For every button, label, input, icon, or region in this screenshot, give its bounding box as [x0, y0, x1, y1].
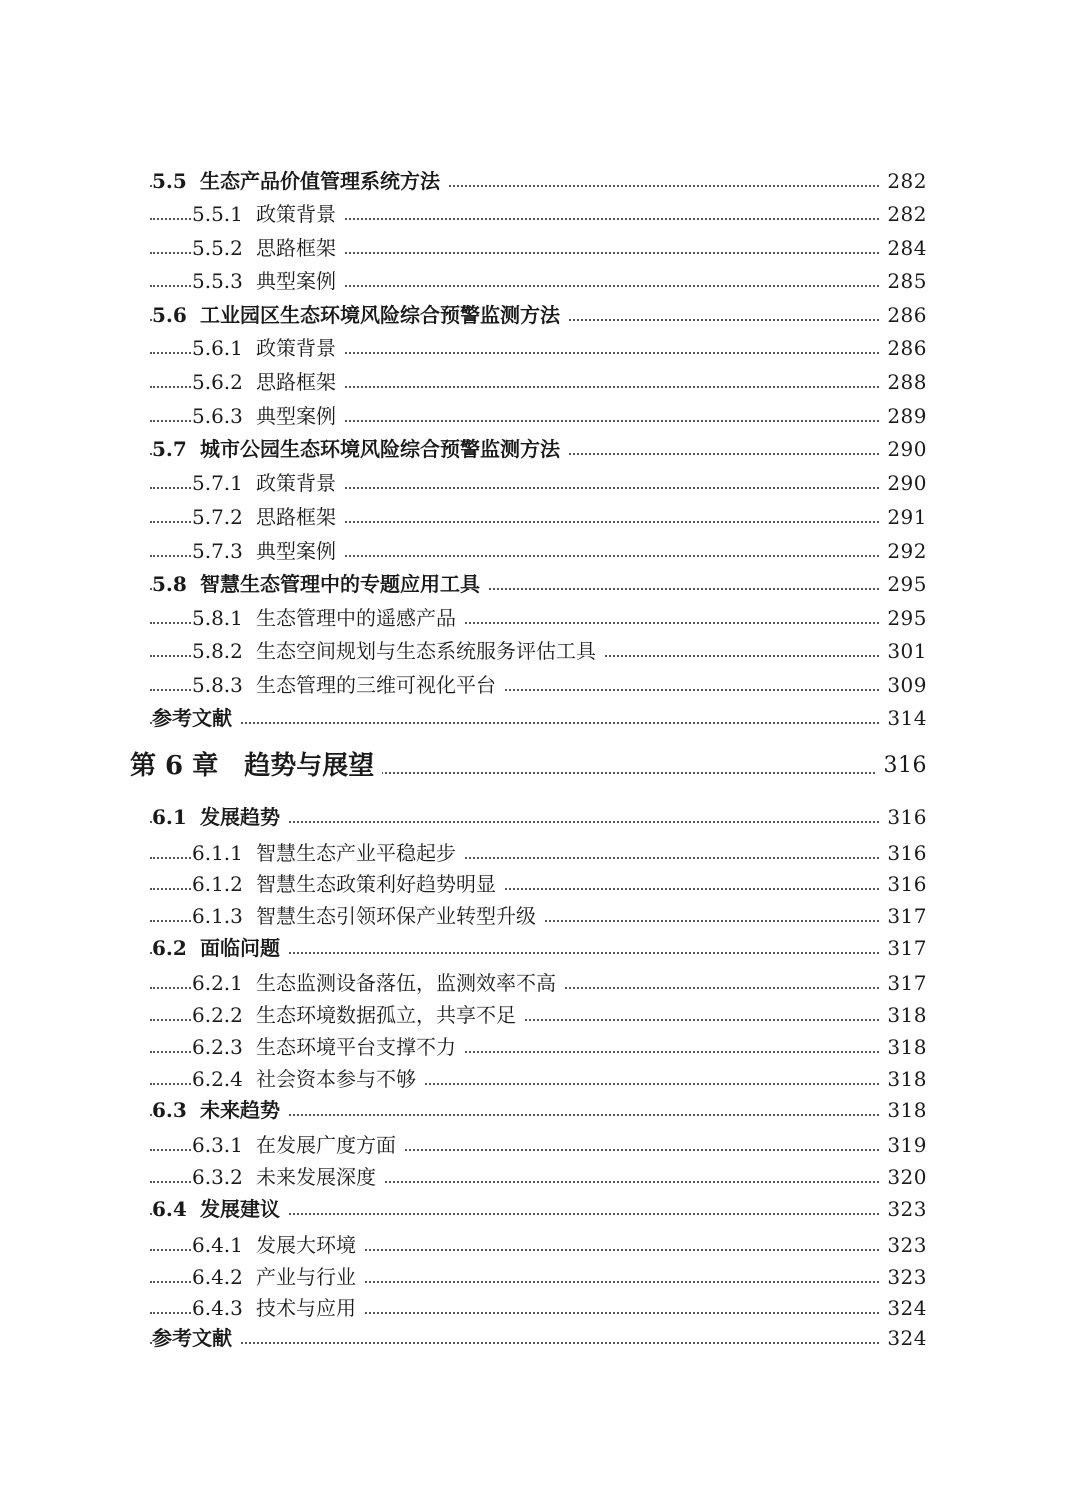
- section-entry[interactable]: [0, 800, 1080, 834]
- page-number: 317: [879, 931, 927, 965]
- entry-title: 在发展广度方面: [256, 1133, 396, 1157]
- entry-title: 参考文献: [152, 1326, 232, 1350]
- entry-heading: [192, 966, 564, 1000]
- subsection-entry[interactable]: [0, 1030, 1080, 1064]
- page-number: 318: [879, 998, 927, 1032]
- entry-heading: [152, 1093, 288, 1127]
- page-number: 282: [879, 197, 927, 231]
- entry-heading: [192, 534, 344, 568]
- subsection-entry[interactable]: [0, 966, 1080, 1000]
- page-number: 309: [879, 668, 927, 702]
- dot-leader: [150, 722, 890, 724]
- page-number: 284: [879, 231, 927, 265]
- page-number: 324: [879, 1321, 927, 1355]
- entry-number: 5.6.3: [192, 404, 243, 428]
- page-number: 316: [876, 742, 928, 790]
- references-entry[interactable]: [0, 1321, 1080, 1355]
- subsection-entry[interactable]: [0, 899, 1080, 933]
- entry-number: 6.2.4: [192, 1067, 243, 1091]
- entry-title: 生态环境平台支撑不力: [256, 1035, 456, 1059]
- entry-number: 5.7: [152, 437, 187, 461]
- entry-number: 6.4.2: [192, 1265, 243, 1289]
- entry-number: 5.8.1: [192, 606, 243, 630]
- entry-title: 未来趋势: [200, 1098, 280, 1122]
- entry-title: 面临问题: [200, 936, 280, 960]
- entry-title: 城市公园生态环境风险综合预警监测方法: [200, 437, 560, 461]
- entry-title: 生态监测设备落伍，监测效率不高: [256, 971, 556, 995]
- subsection-entry[interactable]: [0, 634, 1080, 668]
- entry-number: 6.3: [152, 1098, 187, 1122]
- page-number: 317: [879, 899, 927, 933]
- entry-number: 6.1.3: [192, 904, 243, 928]
- page-number: 314: [879, 701, 927, 735]
- entry-title: 生态环境数据孤立，共享不足: [256, 1003, 516, 1027]
- subsection-entry[interactable]: [0, 231, 1080, 265]
- entry-number: 5.6: [152, 303, 187, 327]
- section-entry[interactable]: [0, 567, 1080, 601]
- entry-heading: [152, 567, 488, 601]
- entry-title: 生态管理的三维可视化平台: [256, 673, 496, 697]
- subsection-entry[interactable]: [0, 998, 1080, 1032]
- entry-title: 社会资本参与不够: [256, 1067, 416, 1091]
- entry-heading: [152, 800, 288, 834]
- entry-number: 5.7.3: [192, 539, 243, 563]
- entry-title: 未来发展深度: [256, 1165, 376, 1189]
- entry-heading: [192, 836, 464, 870]
- subsection-entry[interactable]: [0, 1062, 1080, 1096]
- chapter-entry[interactable]: [0, 742, 1080, 790]
- entry-heading: [192, 1291, 364, 1325]
- entry-heading: [192, 264, 344, 298]
- entry-title: 生态管理中的遥感产品: [256, 606, 456, 630]
- page-number: 290: [879, 466, 927, 500]
- entry-heading: [152, 1192, 288, 1226]
- entry-number: 6.4: [152, 1197, 187, 1221]
- entry-heading: [152, 164, 448, 198]
- page-number: 291: [879, 500, 927, 534]
- entry-number: 5.6.2: [192, 370, 243, 394]
- page-number: 318: [879, 1030, 927, 1064]
- entry-number: 5.8: [152, 572, 187, 596]
- entry-title: 典型案例: [256, 269, 336, 293]
- entry-number: 5.7.1: [192, 471, 243, 495]
- entry-number: 6.1.2: [192, 872, 243, 896]
- page-number: 290: [879, 432, 927, 466]
- subsection-entry[interactable]: [0, 365, 1080, 399]
- entry-heading: [192, 668, 504, 702]
- entry-number: 6.2.3: [192, 1035, 243, 1059]
- entry-title: 智慧生态引领环保产业转型升级: [256, 904, 536, 928]
- section-entry[interactable]: [0, 931, 1080, 965]
- page-number: 282: [879, 164, 927, 198]
- entry-title: 生态空间规划与生态系统服务评估工具: [256, 639, 596, 663]
- entry-heading: [192, 1128, 404, 1162]
- entry-number: 6.4.1: [192, 1233, 243, 1257]
- entry-title: 政策背景: [256, 336, 336, 360]
- entry-heading: [192, 466, 344, 500]
- entry-title: 发展建议: [200, 1197, 280, 1221]
- subsection-entry[interactable]: [0, 601, 1080, 635]
- entry-heading: [192, 634, 604, 668]
- page-number: 288: [879, 365, 927, 399]
- section-entry[interactable]: [0, 1093, 1080, 1127]
- page-number: 295: [879, 601, 927, 635]
- page-number: 318: [879, 1062, 927, 1096]
- entry-number: 5.5: [152, 169, 187, 193]
- entry-heading: [152, 298, 568, 332]
- subsection-entry[interactable]: [0, 399, 1080, 433]
- page-number: 316: [879, 836, 927, 870]
- entry-number: 5.8.2: [192, 639, 243, 663]
- page-number: 323: [879, 1260, 927, 1294]
- entry-heading: [152, 931, 288, 965]
- subsection-entry[interactable]: [0, 1228, 1080, 1262]
- subsection-entry[interactable]: [0, 197, 1080, 231]
- entry-number: 5.6.1: [192, 336, 243, 360]
- entry-heading: [192, 197, 344, 231]
- page-number: 316: [879, 800, 927, 834]
- page-number: 323: [879, 1192, 927, 1226]
- entry-heading: [192, 899, 544, 933]
- entry-title: 产业与行业: [256, 1265, 356, 1289]
- subsection-entry[interactable]: [0, 331, 1080, 365]
- entry-title: 典型案例: [256, 404, 336, 428]
- page-number: 316: [879, 867, 927, 901]
- subsection-entry[interactable]: [0, 1291, 1080, 1325]
- entry-heading: [192, 500, 344, 534]
- page-number: 286: [879, 331, 927, 365]
- page-number: 318: [879, 1093, 927, 1127]
- entry-title: 发展趋势: [200, 805, 280, 829]
- entry-number: 5.5.1: [192, 202, 243, 226]
- entry-title: 智慧生态产业平稳起步: [256, 841, 456, 865]
- entry-heading: [192, 1228, 364, 1262]
- entry-title: 思路框架: [256, 505, 336, 529]
- subsection-entry[interactable]: [0, 264, 1080, 298]
- entry-heading: [192, 331, 344, 365]
- entry-number: 6.1.1: [192, 841, 243, 865]
- subsection-entry[interactable]: [0, 867, 1080, 901]
- page-number: 323: [879, 1228, 927, 1262]
- page-number: 289: [879, 399, 927, 433]
- page-number: 317: [879, 966, 927, 1000]
- entry-number: 6.2.1: [192, 971, 243, 995]
- entry-title: 思路框架: [256, 236, 336, 260]
- entry-number: 6.4.3: [192, 1296, 243, 1320]
- entry-number: 6.3.1: [192, 1133, 243, 1157]
- entry-heading: [192, 1260, 364, 1294]
- section-entry[interactable]: [0, 432, 1080, 466]
- dot-leader: [150, 1342, 890, 1344]
- entry-title: 智慧生态政策利好趋势明显: [256, 872, 496, 896]
- page-number: 319: [879, 1128, 927, 1162]
- entry-title: 参考文献: [152, 706, 232, 730]
- page-number: 286: [879, 298, 927, 332]
- entry-heading: [192, 365, 344, 399]
- entry-title: 政策背景: [256, 471, 336, 495]
- entry-number: 6.2.2: [192, 1003, 243, 1027]
- entry-heading: [152, 432, 568, 466]
- section-entry[interactable]: [0, 164, 1080, 198]
- entry-heading: [130, 742, 382, 790]
- entry-number: 6.3.2: [192, 1165, 243, 1189]
- page-number: 292: [879, 534, 927, 568]
- entry-heading: [152, 1321, 240, 1355]
- entry-number: 5.8.3: [192, 673, 243, 697]
- page-number: 285: [879, 264, 927, 298]
- entry-title: 发展大环境: [256, 1233, 356, 1257]
- entry-title: 思路框架: [256, 370, 336, 394]
- section-entry[interactable]: [0, 1192, 1080, 1226]
- entry-title: 技术与应用: [256, 1296, 356, 1320]
- entry-heading: [192, 231, 344, 265]
- subsection-entry[interactable]: [0, 668, 1080, 702]
- page-number: 324: [879, 1291, 927, 1325]
- entry-heading: [192, 601, 464, 635]
- entry-number: 5.5.2: [192, 236, 243, 260]
- entry-number: 第 6 章: [130, 751, 219, 781]
- references-entry[interactable]: [0, 701, 1080, 735]
- subsection-entry[interactable]: [0, 836, 1080, 870]
- subsection-entry[interactable]: [0, 500, 1080, 534]
- entry-number: 5.5.3: [192, 269, 243, 293]
- entry-title: 工业园区生态环境风险综合预警监测方法: [200, 303, 560, 327]
- entry-title: 智慧生态管理中的专题应用工具: [200, 572, 480, 596]
- page-number: 295: [879, 567, 927, 601]
- page-number: 320: [879, 1160, 927, 1194]
- subsection-entry[interactable]: [0, 534, 1080, 568]
- entry-number: 6.2: [152, 936, 187, 960]
- entry-heading: [192, 1160, 384, 1194]
- subsection-entry[interactable]: [0, 466, 1080, 500]
- entry-heading: [192, 399, 344, 433]
- subsection-entry[interactable]: [0, 1160, 1080, 1194]
- entry-title: 生态产品价值管理系统方法: [200, 169, 440, 193]
- entry-heading: [192, 998, 524, 1032]
- subsection-entry[interactable]: [0, 1260, 1080, 1294]
- entry-heading: [192, 867, 504, 901]
- page-number: 301: [879, 634, 927, 668]
- entry-number: 6.1: [152, 805, 187, 829]
- entry-heading: [192, 1062, 424, 1096]
- section-entry[interactable]: [0, 298, 1080, 332]
- subsection-entry[interactable]: [0, 1128, 1080, 1162]
- entry-heading: [192, 1030, 464, 1064]
- entry-title: 典型案例: [256, 539, 336, 563]
- entry-title: 政策背景: [256, 202, 336, 226]
- entry-heading: [152, 701, 240, 735]
- entry-title: 趋势与展望: [244, 751, 375, 781]
- entry-number: 5.7.2: [192, 505, 243, 529]
